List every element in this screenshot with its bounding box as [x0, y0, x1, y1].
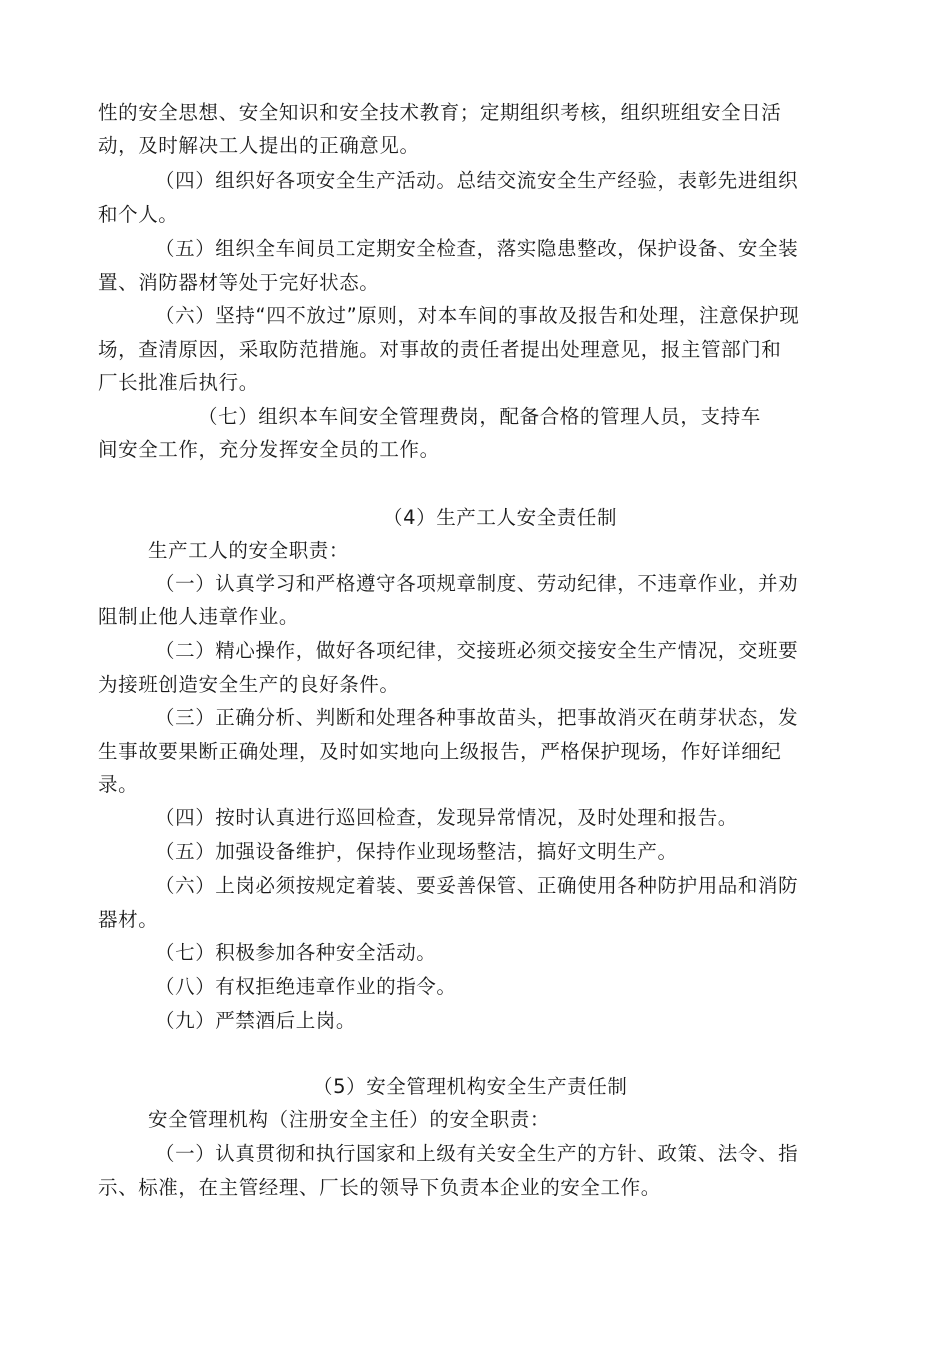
text-line: 录。 — [98, 773, 139, 796]
text-line: 场，查清原因，采取防范措施。对事故的责任者提出处理意见，报主管部门和 — [98, 338, 782, 361]
text-line: 性的安全思想、安全知识和安全技术教育；定期组织考核，组织班组安全日活 — [98, 101, 782, 124]
section-intro: 安全管理机构（注册安全主任）的安全职责： — [148, 1108, 551, 1131]
text-line: （二）精心操作，做好各项纪律，交接班必须交接安全生产情况，交班要 — [155, 639, 799, 662]
text-line: 和个人。 — [98, 203, 179, 226]
text-line: （七）组织本车间安全管理费岗，配备合格的管理人员，支持车 — [198, 405, 761, 428]
text-line: （六）坚持“四不放过”原则，对本车间的事故及报告和处理，注意保护现 — [155, 304, 800, 327]
text-line: （五）加强设备维护，保持作业现场整洁，搞好文明生产。 — [155, 840, 678, 863]
text-line: 生事故要果断正确处理，及时如实地向上级报告，严格保护现场，作好详细纪 — [98, 740, 782, 763]
text-line: （七）积极参加各种安全活动。 — [155, 941, 437, 964]
section-intro: 生产工人的安全职责： — [148, 539, 350, 562]
text-line: （九）严禁酒后上岗。 — [155, 1009, 357, 1032]
text-line: （一）认真贯彻和执行国家和上级有关安全生产的方针、政策、法令、指 — [155, 1142, 799, 1165]
text-line: （六）上岗必须按规定着装、要妥善保管、正确使用各种防护用品和消防 — [155, 874, 799, 897]
text-line: 器材。 — [98, 908, 159, 931]
text-line: 为接班创造安全生产的良好条件。 — [98, 673, 400, 696]
text-line: （三）正确分析、判断和处理各种事故苗头，把事故消灭在萌芽状态，发 — [155, 706, 799, 729]
text-line: （八）有权拒绝违章作业的指令。 — [155, 975, 457, 998]
text-line: （四）组织好各项安全生产活动。总结交流安全生产经验，表彰先进组织 — [155, 169, 799, 192]
text-line: （一）认真学习和严格遵守各项规章制度、劳动纪律，不违章作业，并劝 — [155, 572, 799, 595]
text-line: 置、消防器材等处于完好状态。 — [98, 271, 380, 294]
text-line: 动，及时解决工人提出的正确意见。 — [98, 134, 420, 157]
section-heading: （5）安全管理机构安全生产责任制 — [313, 1075, 628, 1098]
text-line: 阻制止他人违章作业。 — [98, 605, 300, 628]
text-line: （四）按时认真进行巡回检查，发现异常情况，及时处理和报告。 — [155, 806, 738, 829]
section-heading: （4）生产工人安全责任制 — [383, 506, 618, 529]
text-line: （五）组织全车间员工定期安全检查，落实隐患整改，保护设备、安全装 — [155, 237, 799, 260]
text-line: 示、标准，在主管经理、厂长的领导下负责本企业的安全工作。 — [98, 1176, 661, 1199]
text-line: 间安全工作，充分发挥安全员的工作。 — [98, 438, 440, 461]
text-line: 厂长批准后执行。 — [98, 371, 259, 394]
